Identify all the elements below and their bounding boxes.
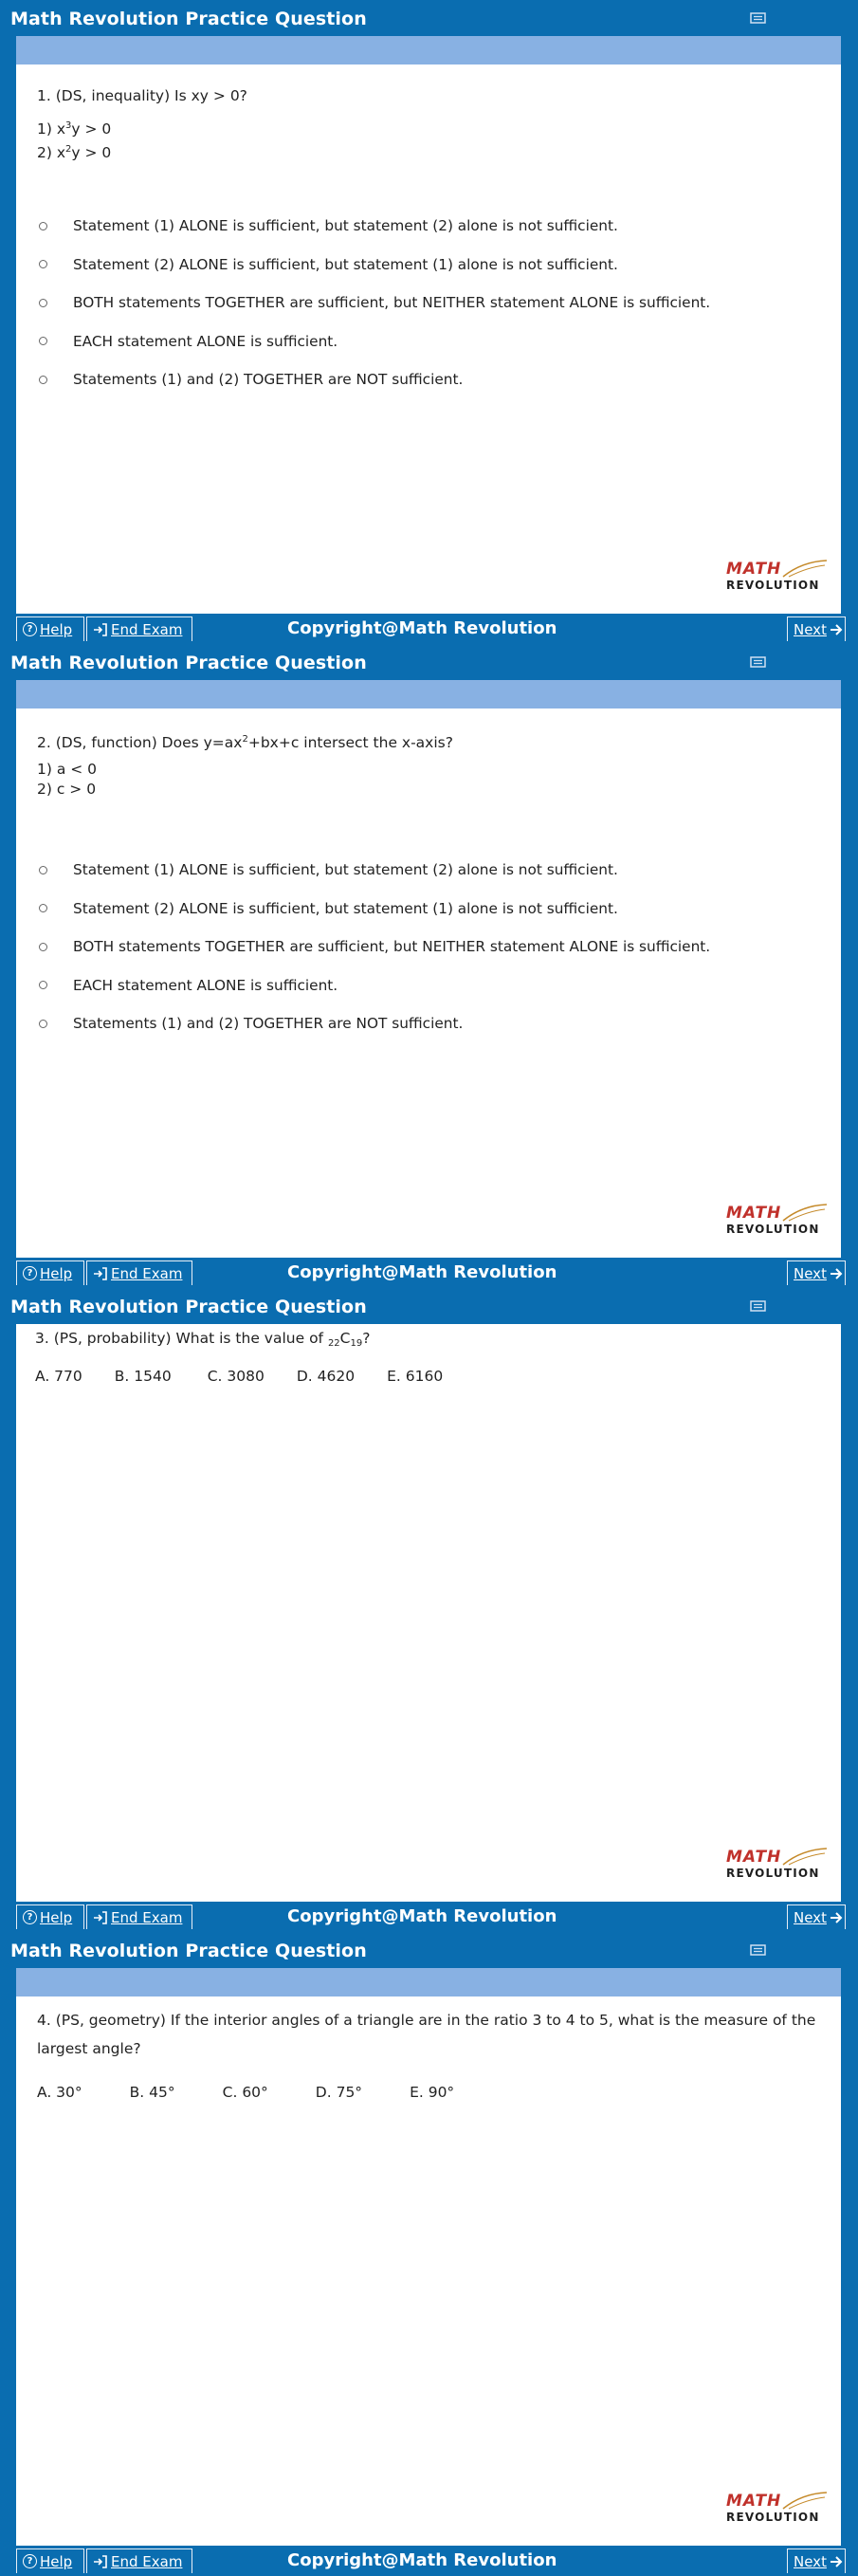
window-title: Math Revolution Practice Question	[10, 1297, 367, 1317]
title-bar	[0, 0, 858, 36]
next-button[interactable]: Next	[787, 616, 846, 641]
title-bar	[0, 644, 858, 680]
exit-icon	[93, 623, 107, 636]
arrow-right-icon	[830, 2555, 843, 2568]
title-bar	[0, 1932, 858, 1968]
help-icon: ?	[23, 622, 37, 636]
radio-button-icon[interactable]	[39, 1020, 47, 1028]
window-restore-icon[interactable]	[750, 1944, 767, 1956]
exit-icon	[93, 2555, 107, 2568]
copyright-text: Copyright@Math Revolution	[287, 1906, 557, 1926]
answer-option-e[interactable]: Statements (1) and (2) TOGETHER are NOT sufficient.	[37, 1004, 833, 1043]
arrow-right-icon	[830, 1267, 843, 1280]
title-bar	[0, 1288, 858, 1324]
answer-option-e[interactable]: Statements (1) and (2) TOGETHER are NOT sufficient.	[37, 360, 833, 399]
math-revolution-logo: MATH REVOLUTION	[726, 1202, 831, 1245]
window-title: Math Revolution Practice Question	[10, 1941, 367, 1961]
answer-option-a[interactable]: Statement (1) ALONE is sufficient, but statement (2) alone is not sufficient.	[37, 207, 833, 246]
answer-option-b[interactable]: Statement (2) ALONE is sufficient, but statement (1) alone is not sufficient.	[37, 246, 833, 285]
choice-a[interactable]: A. 770	[35, 1368, 82, 1385]
help-button[interactable]: ? Help	[16, 1260, 84, 1285]
logo-swoosh-icon	[781, 1202, 831, 1224]
footer-bar	[16, 614, 858, 644]
choice-d[interactable]: D. 4620	[296, 1368, 356, 1385]
math-revolution-logo: MATH REVOLUTION	[726, 558, 831, 601]
radio-button-icon[interactable]	[39, 943, 47, 951]
answer-option-d[interactable]: EACH statement ALONE is sufficient.	[37, 966, 833, 1005]
answer-choices	[35, 1368, 443, 1385]
statements	[37, 760, 97, 800]
question-panel-2	[0, 644, 858, 1288]
statements	[37, 116, 111, 163]
footer-bar	[16, 1902, 858, 1932]
radio-button-icon[interactable]	[39, 866, 47, 874]
choice-d[interactable]: D. 75°	[315, 2084, 363, 2101]
question-panel-1	[0, 0, 858, 644]
end-exam-button[interactable]: End Exam	[86, 616, 192, 641]
sub-header-bar	[16, 1968, 841, 1996]
question-content	[16, 36, 841, 614]
copyright-text: Copyright@Math Revolution	[287, 618, 557, 638]
exit-icon	[93, 1911, 107, 1924]
choice-b[interactable]: B. 1540	[114, 1368, 172, 1385]
answer-option-a[interactable]: Statement (1) ALONE is sufficient, but statement (2) alone is not sufficient.	[37, 851, 833, 890]
answer-options	[37, 207, 833, 399]
answer-option-d[interactable]: EACH statement ALONE is sufficient.	[37, 322, 833, 361]
question-text: 4. (PS, geometry) If the interior angles of a triangle are in the ratio 3 to 4 to 5, what is the measure of the largest angle?	[37, 2012, 816, 2057]
statement-2: 2) c > 0	[37, 781, 97, 798]
copyright-text: Copyright@Math Revolution	[287, 1262, 557, 1282]
arrow-right-icon	[830, 1911, 843, 1924]
help-icon: ?	[23, 2554, 37, 2568]
radio-button-icon[interactable]	[39, 904, 47, 912]
next-button[interactable]: Next	[787, 2548, 846, 2573]
question-content	[16, 1324, 841, 1902]
help-icon: ?	[23, 1266, 37, 1280]
next-button[interactable]: Next	[787, 1904, 846, 1929]
logo-swoosh-icon	[781, 558, 831, 580]
answer-option-c[interactable]: BOTH statements TOGETHER are sufficient, but NEITHER statement ALONE is sufficient.	[37, 284, 833, 322]
help-button[interactable]: ? Help	[16, 2548, 84, 2573]
footer-bar	[16, 1258, 858, 1288]
window-restore-icon[interactable]	[750, 1300, 767, 1312]
choice-c[interactable]: C. 3080	[207, 1368, 265, 1385]
radio-button-icon[interactable]	[39, 981, 47, 989]
choice-e[interactable]: E. 6160	[387, 1368, 444, 1385]
next-button[interactable]: Next	[787, 1260, 846, 1285]
radio-button-icon[interactable]	[39, 376, 47, 384]
answer-choices	[37, 2084, 454, 2101]
question-text: 1. (DS, inequality) Is xy > 0?	[37, 87, 247, 104]
statement-1: 1) $x^3y > 0$	[37, 120, 112, 138]
radio-button-icon[interactable]	[39, 260, 47, 268]
logo-swoosh-icon	[781, 2490, 831, 2512]
logo-swoosh-icon	[781, 1846, 831, 1868]
statement-2: 2) $x^2y > 0$	[37, 144, 112, 161]
help-button[interactable]: ? Help	[16, 616, 84, 641]
help-button[interactable]: ? Help	[16, 1904, 84, 1929]
question-content	[16, 680, 841, 1258]
sub-header-bar	[16, 36, 841, 64]
math-revolution-logo: MATH REVOLUTION	[726, 2490, 831, 2533]
exit-icon	[93, 1267, 107, 1280]
answer-option-b[interactable]: Statement (2) ALONE is sufficient, but statement (1) alone is not sufficient.	[37, 890, 833, 929]
end-exam-button[interactable]: End Exam	[86, 1904, 192, 1929]
choice-e[interactable]: E. 90°	[410, 2084, 455, 2101]
choice-a[interactable]: A. 30°	[37, 2084, 82, 2101]
window-restore-icon[interactable]	[750, 12, 767, 24]
choice-c[interactable]: C. 60°	[222, 2084, 268, 2101]
radio-button-icon[interactable]	[39, 222, 47, 230]
window-title: Math Revolution Practice Question	[10, 653, 367, 673]
answer-options	[37, 851, 833, 1043]
window-title: Math Revolution Practice Question	[10, 9, 367, 29]
answer-option-c[interactable]: BOTH statements TOGETHER are sufficient, but NEITHER statement ALONE is sufficient.	[37, 928, 833, 966]
end-exam-button[interactable]: End Exam	[86, 2548, 192, 2573]
end-exam-button[interactable]: End Exam	[86, 1260, 192, 1285]
help-icon: ?	[23, 1910, 37, 1924]
radio-button-icon[interactable]	[39, 299, 47, 307]
math-revolution-logo: MATH REVOLUTION	[726, 1846, 831, 1889]
window-restore-icon[interactable]	[750, 656, 767, 668]
arrow-right-icon	[830, 623, 843, 636]
choice-b[interactable]: B. 45°	[129, 2084, 175, 2101]
question-panel-3	[0, 1288, 858, 1932]
statement-1: 1) a < 0	[37, 761, 98, 778]
copyright-text: Copyright@Math Revolution	[287, 2550, 557, 2570]
radio-button-icon[interactable]	[39, 337, 47, 345]
question-text: 2. (DS, function) Does $y=ax^2+bx+c$ intersect the x-axis?	[37, 734, 453, 751]
sub-header-bar	[16, 680, 841, 708]
footer-bar	[16, 2546, 858, 2576]
question-text: 3. (PS, probability) What is the value of $_{22}C_{19}$?	[35, 1330, 371, 1349]
question-content	[16, 1968, 841, 2546]
question-panel-4	[0, 1932, 858, 2576]
